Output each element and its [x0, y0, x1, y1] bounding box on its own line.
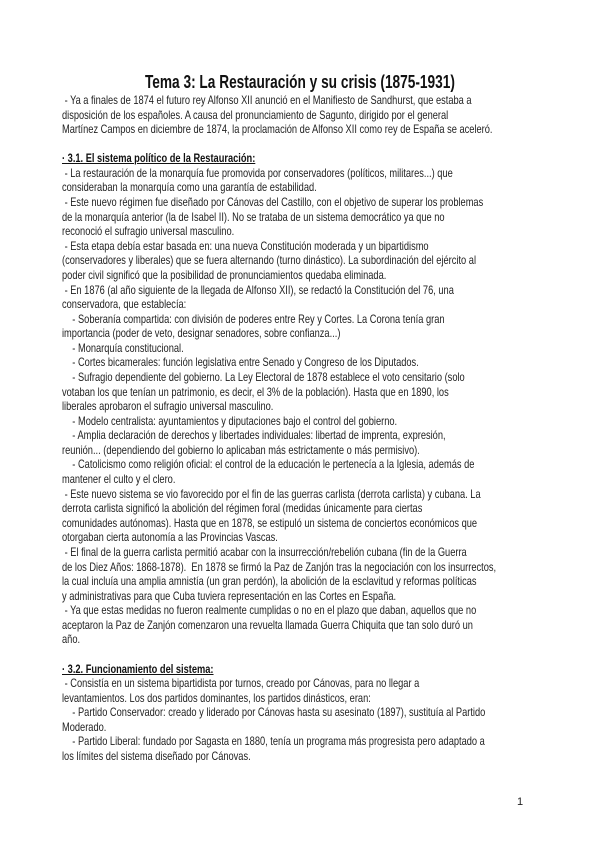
text-line: [62, 342, 542, 357]
text-line: [62, 604, 542, 619]
text-line: [62, 225, 542, 240]
line-text: la cual incluía una amplia amnistía (un gran perdón), la abolición de la esclavitud y reformas políticas: [62, 575, 477, 589]
line-text: liberales aprobaron el sufragio universal masculino.: [62, 400, 274, 414]
line-text: - Modelo centralista: ayuntamientos y diputaciones bajo el control del gobierno.: [62, 414, 398, 428]
line-text: · 3.2. Funcionamiento del sistema:: [62, 662, 214, 676]
line-text: - Partido Liberal: fundado por Sagasta en 1880, tenía un programa más progresista pero adaptado a: [62, 735, 485, 749]
text-line: [62, 429, 542, 444]
text-line: [62, 415, 542, 430]
section-heading: [62, 152, 542, 167]
line-text: - Consistía en un sistema bipartidista por turnos, creado por Cánovas, para no llegar a: [62, 677, 420, 691]
text-line: [62, 575, 542, 590]
line-text: - Soberanía compartida: con división de poderes entre Rey y Cortes. La Corona tenía gran: [62, 312, 445, 326]
document-title-text: Tema 3: La Restauración y su crisis (1875-1931): [145, 72, 455, 92]
line-text: - Partido Conservador: creado y liderado por Cánovas hasta su asesinato (1897), sustituía al Partido: [62, 706, 486, 720]
line-text: año.: [62, 633, 81, 647]
line-text: importancia (poder de veto, designar senadores, sobre confianza...): [62, 327, 341, 341]
line-text: - El final de la guerra carlista permitió acabar con la insurrección/rebelión cubana (fin de la Guerra: [62, 545, 467, 559]
text-line: [62, 488, 542, 503]
line-text: de los Diez Años: 1868-1878). En 1878 se firmó la Paz de Zanjón tras la negociación con los insurrectos,: [62, 560, 497, 574]
line-text: - Monarquía constitucional.: [62, 341, 184, 355]
text-line: [62, 531, 542, 546]
text-line: [62, 356, 542, 371]
text-line: [62, 458, 542, 473]
line-text: derrota carlista significó la abolición del régimen foral (medidas únicamente para ciertas: [62, 502, 423, 516]
text-line: [62, 692, 542, 707]
text-line: [62, 196, 542, 211]
line-text: otorgaban cierta autonomía a las Provincias Vascas.: [62, 531, 278, 545]
line-text: disposición de los españoles. A causa del pronunciamiento de Sagunto, dirigido por el general: [62, 108, 449, 122]
text-line: [62, 254, 542, 269]
line-text: levantamientos. Los dos partidos dominantes, los partidos dinásticos, eran:: [62, 691, 371, 705]
document-body: [62, 94, 542, 765]
text-line: [62, 167, 542, 182]
line-text: reconoció el sufragio universal masculino.: [62, 225, 235, 239]
line-text: aceptaron la Paz de Zanjón comenzaron una revuelta llamada Guerra Chiquita que tan solo duró un: [62, 618, 473, 632]
line-text: reunión... (dependiendo del gobierno lo aplicaban más estrictamente o más permisivo).: [62, 443, 420, 457]
line-text: de la monarquía anterior (la de Isabel II). No se trataba de un sistema democrático ya que no: [62, 210, 445, 224]
line-text: - Amplia declaración de derechos y libertades individuales: libertad de imprenta, expresión,: [62, 429, 446, 443]
line-text: consideraban la monarquía como una garantía de estabilidad.: [62, 181, 317, 195]
text-line: [62, 284, 542, 299]
line-text: · 3.1. El sistema político de la Restauración:: [62, 152, 256, 166]
line-text: Martínez Campos en diciembre de 1874, la proclamación de Alfonso XII como rey de España se aceleró.: [62, 123, 493, 137]
text-line: [62, 633, 542, 648]
text-line: [62, 735, 542, 750]
line-text: - Sufragio dependiente del gobierno. La Ley Electoral de 1878 establece el voto censitario (solo: [62, 370, 465, 384]
text-line: [62, 298, 542, 313]
text-line: [62, 502, 542, 517]
line-text: votaban los que tenían un patrimonio, es decir, el 3% de la población). Hasta que en 1890, los: [62, 385, 449, 399]
blank-line: [62, 648, 542, 663]
line-text: - Ya que estas medidas no fueron realmente cumplidas o no en el plazo que daban, aquellos que no: [62, 604, 477, 618]
text-line: [62, 371, 542, 386]
text-line: [62, 181, 542, 196]
text-line: [62, 327, 542, 342]
line-text: - Cortes bicamerales: función legislativa entre Senado y Congreso de los Diputados.: [62, 356, 419, 370]
text-line: [62, 677, 542, 692]
text-line: [62, 590, 542, 605]
line-text: - Este nuevo sistema se vio favorecido por el fin de las guerras carlista (derrota carlista) y cubana. La: [62, 487, 481, 501]
text-line: [62, 444, 542, 459]
line-text: los límites del sistema diseñado por Cánovas.: [62, 750, 251, 764]
line-text: - En 1876 (al año siguiente de la llegada de Alfonso XII), se redactó la Constitución del 76, una: [62, 283, 454, 297]
text-line: [62, 313, 542, 328]
line-text: - Este nuevo régimen fue diseñado por Cánovas del Castillo, con el objetivo de superar los problemas: [62, 196, 484, 210]
text-line: [62, 109, 542, 124]
line-text: poder civil significó que la posibilidad de pronunciamientos quedaba eliminada.: [62, 268, 387, 282]
line-text: - Catolicismo como religión oficial: el control de la educación le pertenecía a la Iglesia, además de: [62, 458, 475, 472]
document-title: [0, 72, 600, 93]
text-line: [62, 706, 542, 721]
text-line: [62, 240, 542, 255]
text-line: [62, 750, 542, 765]
line-text: conservadora, que establecía:: [62, 298, 187, 312]
text-line: [62, 269, 542, 284]
line-text: Moderado.: [62, 720, 107, 734]
text-line: [62, 94, 542, 109]
line-text: - La restauración de la monarquía fue promovida por conservadores (políticos, militares...) que: [62, 166, 453, 180]
section-heading: [62, 663, 542, 678]
blank-line: [62, 138, 542, 153]
line-text: mantener el culto y el clero.: [62, 473, 176, 487]
text-line: [62, 386, 542, 401]
text-line: [62, 517, 542, 532]
text-line: [62, 211, 542, 226]
line-text: - Esta etapa debía estar basada en: una nueva Constitución moderada y un bipartidismo: [62, 239, 429, 253]
line-text: y administrativas para que Cuba tuviera representación en las Cortes en España.: [62, 589, 397, 603]
text-line: [62, 561, 542, 576]
text-line: [62, 473, 542, 488]
text-line: [62, 546, 542, 561]
text-line: [62, 721, 542, 736]
line-text: (conservadores y liberales) que se fuera alternando (turno dinástico). La subordinación del ejército al: [62, 254, 477, 268]
text-line: [62, 123, 542, 138]
line-text: - Ya a finales de 1874 el futuro rey Alfonso XII anunció en el Manifiesto de Sandhurst, que estaba a: [62, 94, 472, 107]
line-text: comunidades autónomas). Hasta que en 1878, se estipuló un sistema de conciertos económicos que: [62, 516, 478, 530]
text-line: [62, 400, 542, 415]
text-line: [62, 619, 542, 634]
page-number: 1: [517, 796, 524, 808]
